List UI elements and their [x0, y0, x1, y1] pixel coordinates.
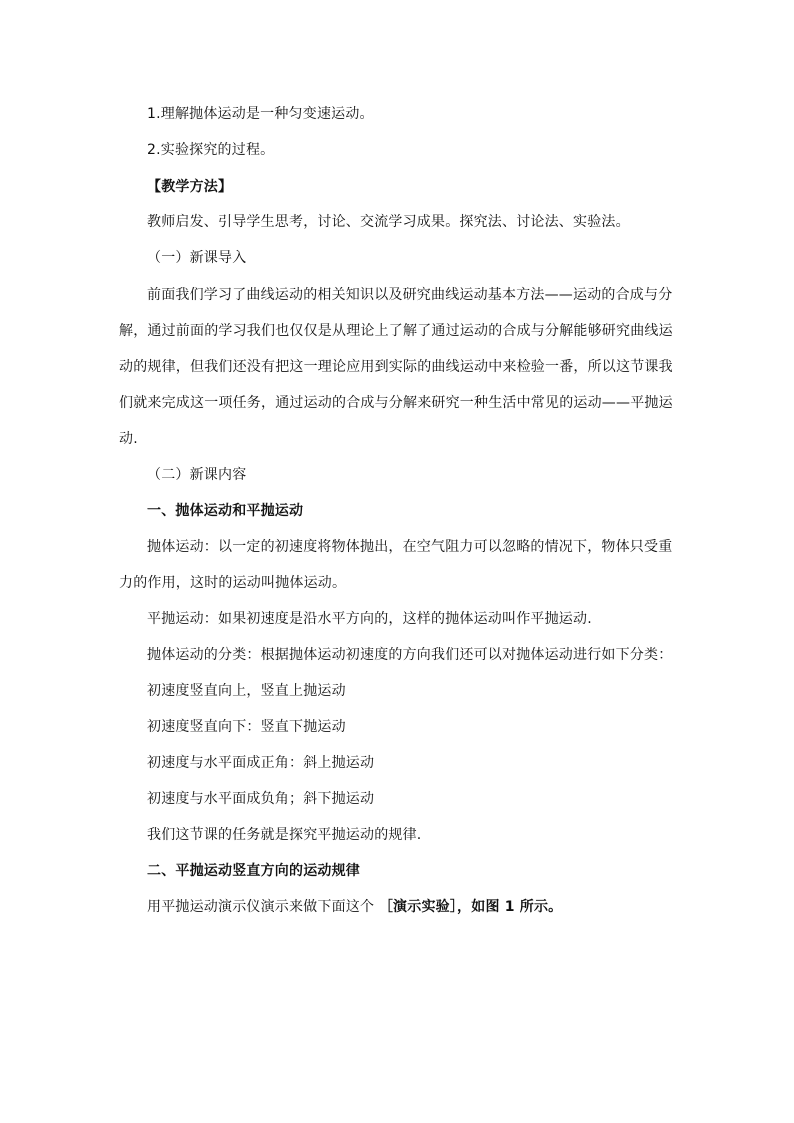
classification-item: 初速度竖直向上，竖直上抛运动 [147, 683, 346, 699]
heading-vertical-motion: 二、平抛运动竖直方向的运动规律 [147, 863, 360, 879]
objective-item-2: 2.实验探究的过程。 [147, 142, 275, 158]
classification-text: 抛体运动的分类：根据抛体运动初速度的方向我们还可以对抛体运动进行如下分类： [147, 647, 673, 663]
intro-paragraph-line: 动. [119, 431, 138, 447]
section-content-label: （二）新课内容 [147, 467, 247, 483]
objective-item-1: 1.理解抛体运动是一种匀变速运动。 [147, 106, 374, 122]
projectile-definition-line: 力的作用，这时的运动叫抛体运动。 [119, 575, 347, 591]
intro-paragraph-line: 前面我们学习了曲线运动的相关知识以及研究曲线运动基本方法——运动的合成与分 [147, 287, 673, 303]
experiment-text [147, 897, 562, 917]
intro-paragraph-line: 动的规律，但我们还没有把这一理论应用到实际的曲线运动中来检验一番，所以这节课我 [119, 359, 673, 375]
intro-paragraph-line: 解，通过前面的学习我们也仅仅是从理论上了解了通过运动的合成与分解能够研究曲线运 [119, 323, 673, 339]
teaching-methods-text: 教师启发、引导学生思考，讨论、交流学习成果。探究法、讨论法、实验法。 [147, 214, 630, 230]
heading-projectile-motion: 一、抛体运动和平抛运动 [147, 503, 304, 519]
experiment-reference: ［演示实验］，如图 1 所示。 [378, 899, 563, 915]
classification-item: 初速度与水平面成负角；斜下抛运动 [147, 791, 375, 807]
classification-item: 初速度竖直向下：竖直下抛运动 [147, 719, 346, 735]
classification-item: 初速度与水平面成正角：斜上抛运动 [147, 755, 375, 771]
horizontal-projectile-definition: 平抛运动：如果初速度是沿水平方向的，这样的抛体运动叫作平抛运动. [147, 611, 592, 627]
projectile-definition-line: 抛体运动：以一定的初速度将物体抛出，在空气阻力可以忽略的情况下，物体只受重 [147, 539, 673, 555]
intro-paragraph-line: 们就来完成这一项任务，通过运动的合成与分解来研究一种生活中常见的运动——平抛运 [119, 395, 673, 411]
heading-teaching-methods: 【教学方法】 [147, 179, 233, 195]
lesson-task-text: 我们这节课的任务就是探究平抛运动的规律. [147, 827, 422, 843]
experiment-prefix: 用平抛运动演示仪演示来做下面这个 [147, 899, 375, 915]
section-intro-label: （一）新课导入 [147, 250, 247, 266]
